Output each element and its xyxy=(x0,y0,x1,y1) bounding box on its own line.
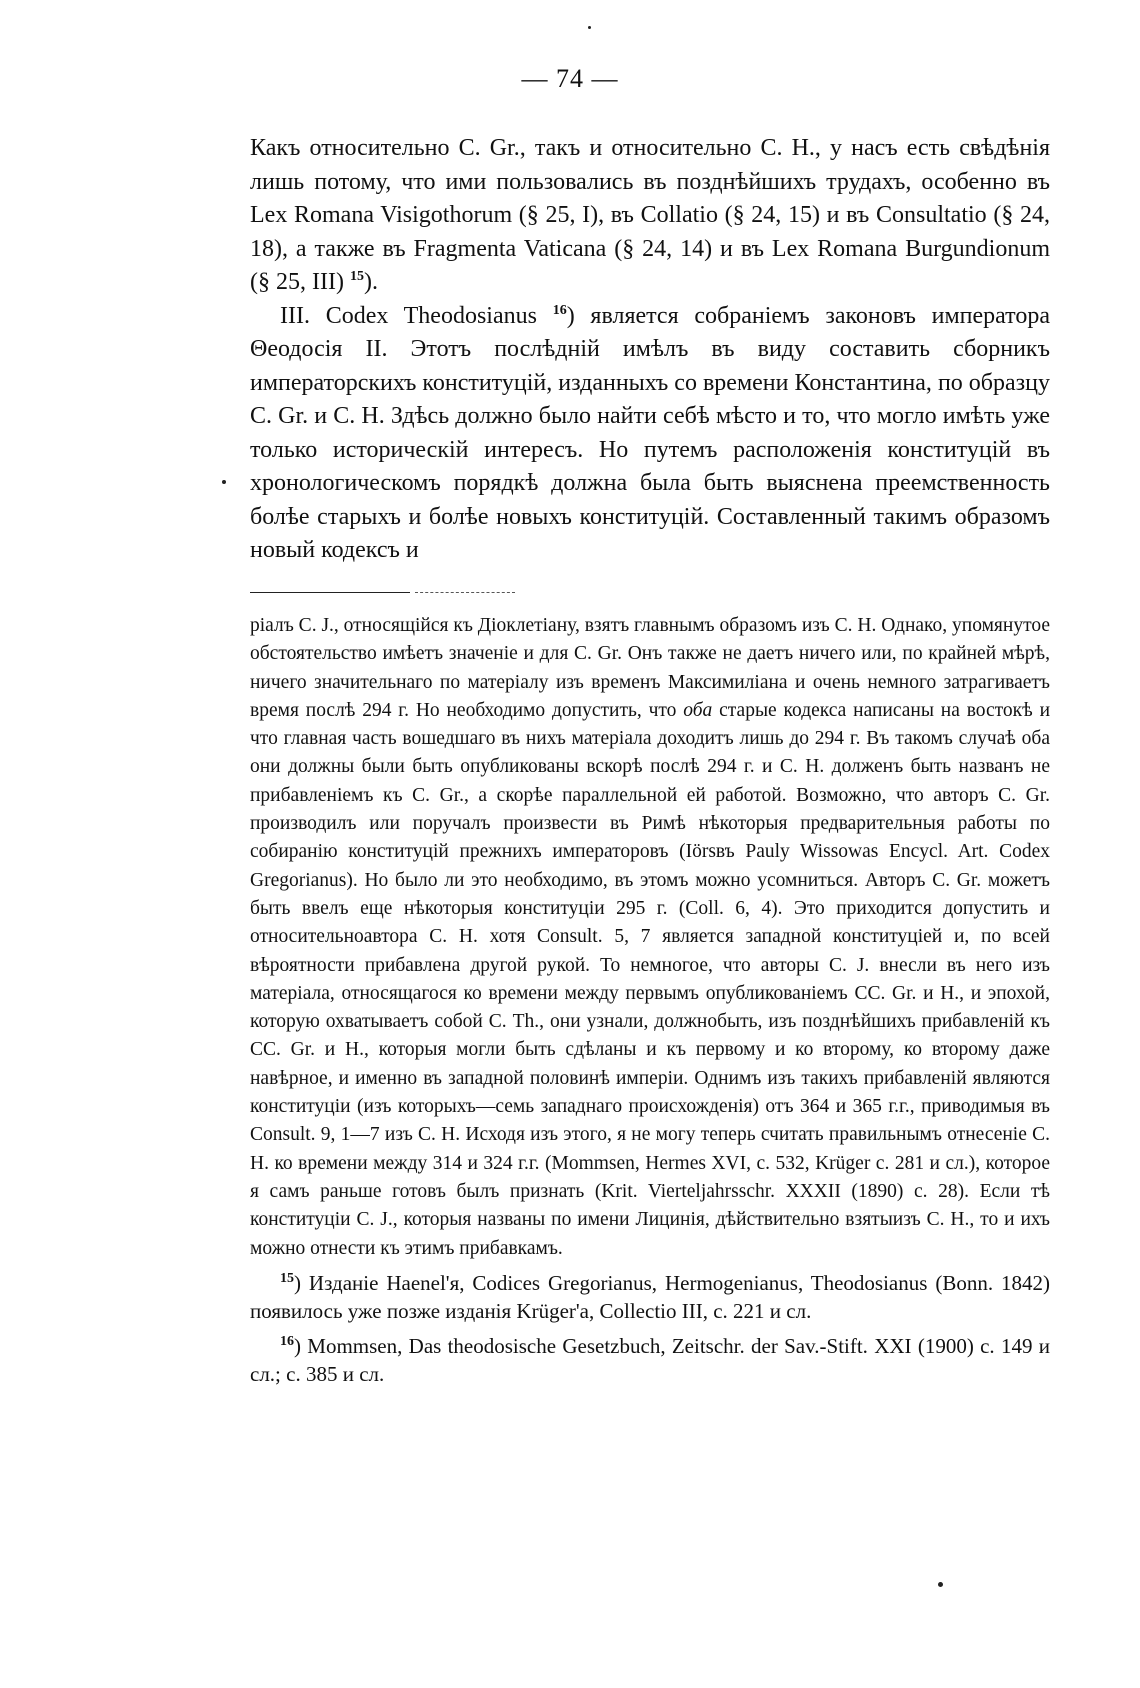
footnote-continuation-text-2: старые кодекса написаны на востокѣ и что главная часть вошедшаго въ нихъ матеріала доходитъ лишь до 294 г. Въ такомъ случаѣ оба они должны были быть опубликованы вскорѣ послѣ 294 г. и С. Н. долженъ быть названъ не прибавленіемъ къ С. Gr., а скорѣе параллельной ей работой. Возможно, что авторъ С. Gr. производилъ или поручалъ произвести въ Римѣ нѣкоторыя предварительныя работы по собиранію конституцій прежнихъ императоровъ (Iörsвъ Pauly Wissowas Encycl. Art. Codex Gregorianus). Но было ли это необходимо, въ этомъ можно усомниться. Авторъ С. Gr. можетъ быть ввелъ еще нѣкоторыя конституціи 295 г. (Coll. 6, 4). Это приходится допустить и относительноавтора С. Н. хотя Consult. 5, 7 является западной конституціей и, по всей вѣроятности прибавлена другой рукой. То немногое, что авторы С. J. внесли въ него изъ матеріала, относящагося ко времени между первымъ опубликованіемъ СС. Gr. и Н., и эпохой, которую охватываетъ собой С. Th., они узнали, должнобыть, изъ позднѣйшихъ прибавленій къ СС. Gr. и Н., которыя могли быть сдѣланы и къ первому и ко второму, ко второму даже навѣрное, и именно въ западной половинѣ имперіи. Однимъ изъ такихъ прибавленій являются конституціи (изъ которыхъ—семь западнаго происхожденія) отъ 364 и 365 г.г., приводимыя въ Consult. 9, 1—7 изъ С. Н. Исходя изъ этого, я не могу теперь считать правильнымъ отнесеніе С. Н. ко времени между 314 и 324 г.г. (Mommsen, Hermes XVI, с. 532, Krüger с. 281 и сл.), которое я самъ раньше готовъ былъ признать (Krit. Vierteljahrsschr. XXXII (1890) с. 28). Если тѣ конституціи С. J., которыя названы по имени Лицинія, дѣйствительно взятыизъ С. Н., то и ихъ можно отнести къ этимъ прибавкамъ. xyxy=(250,699,1051,1259)
scan-speck xyxy=(222,480,226,484)
footnote-15 xyxy=(250,1269,1050,1326)
paragraph-2 xyxy=(250,300,1050,568)
page-number: — 74 — xyxy=(521,64,619,93)
footnote-marker-16: 16 xyxy=(280,1333,294,1349)
paragraph-1-tail: . xyxy=(371,269,378,295)
footnote-marker-15: 15 xyxy=(280,1270,294,1286)
footnote-ref-15: 15 xyxy=(349,269,364,284)
footnote-continuation-italic: оба xyxy=(683,699,713,721)
footnote-16 xyxy=(250,1332,1050,1389)
paragraph-2-text: ) является собраніемъ законовъ императора Θеодосія II. Этотъ послѣдній имѣлъ въ виду составить сборникъ императорскихъ конституцій, изданныхъ со времени Константина, по образцу С. Gr. и С. Н. Здѣсь должно было найти себѣ мѣсто и то, что могло имѣть уже только историческій интересъ. Но путемъ расположенія конституцій въ хронологическомъ порядкѣ должна была быть выяснена преемственность болѣе старыхъ и болѣе новыхъ конституцій. Составленный такимъ образомъ новый кодексъ и xyxy=(250,302,1051,563)
footnotes xyxy=(250,612,1050,1389)
main-text xyxy=(250,132,1050,568)
footnote-ref-16: 16 xyxy=(552,302,567,318)
footnote-separator-dashes xyxy=(415,592,515,593)
paragraph-1-text: Какъ относительно С. Gr., такъ и относительно С. Н., у насъ есть свѣдѣнія лишь потому, что ими пользовались въ позднѣйшихъ трудахъ, особенно въ Lex Romana Visigothorum (§ 25, I), въ Collatio (§ 24, 15) и въ Consultatio (§ 24, 18), а также въ Fragmenta Vaticana (§ 24, 14) и въ Lex Romana Burgundionum (§ 25, III) xyxy=(250,135,1050,295)
footnote-continuation xyxy=(250,612,1050,1263)
footnote-separator xyxy=(250,592,410,593)
paragraph-2-lead: III. Codex Theodosianus xyxy=(280,302,537,329)
footnote-16-text: ) Mommsen, Das theodosische Gesetzbuch, Zeitschr. der Sav.-Stift. XXI (1900) с. 149 и сл.; с. 385 и сл. xyxy=(250,1333,1050,1387)
footnote-continuation-text: ріалъ С. J., относящійся къ Діоклетіану, взятъ главнымъ образомъ изъ С. Н. Однако, упомянутое обстоятельство имѣетъ значеніе и для С. Gr. Онъ также не даетъ ничего или, по крайней мѣрѣ, ничего значительнаго по матеріалу изъ временъ Максимиліана и очень немного затрагиваетъ время послѣ 294 г. Но необходимо допустить, что xyxy=(250,615,1050,721)
scan-speck xyxy=(588,26,591,29)
scan-speck xyxy=(938,1582,943,1587)
footnote-15-text: ) Изданіе Haenel'я, Codices Gregorianus, Hermogenianus, Theodosianus (Bonn. 1842) появилось уже позже изданія Krüger'a, Collectio III, с. 221 и сл. xyxy=(250,1270,1050,1324)
paragraph-1: Какъ относительно С. Gr., такъ и относительно С. Н., у насъ есть свѣдѣнія лишь потому, что ими пользовались въ позднѣйшихъ трудахъ, особенно въ Lex Romana Visigothorum (§ 25, I), въ Collatio (§ 24, 15) и въ Consultatio (§ 24, 18), а также въ Fragmenta Vaticana (§ 24, 14) и въ Lex Romana Burgundionum (§ 25, III) $^{15}$). xyxy=(250,135,1050,295)
